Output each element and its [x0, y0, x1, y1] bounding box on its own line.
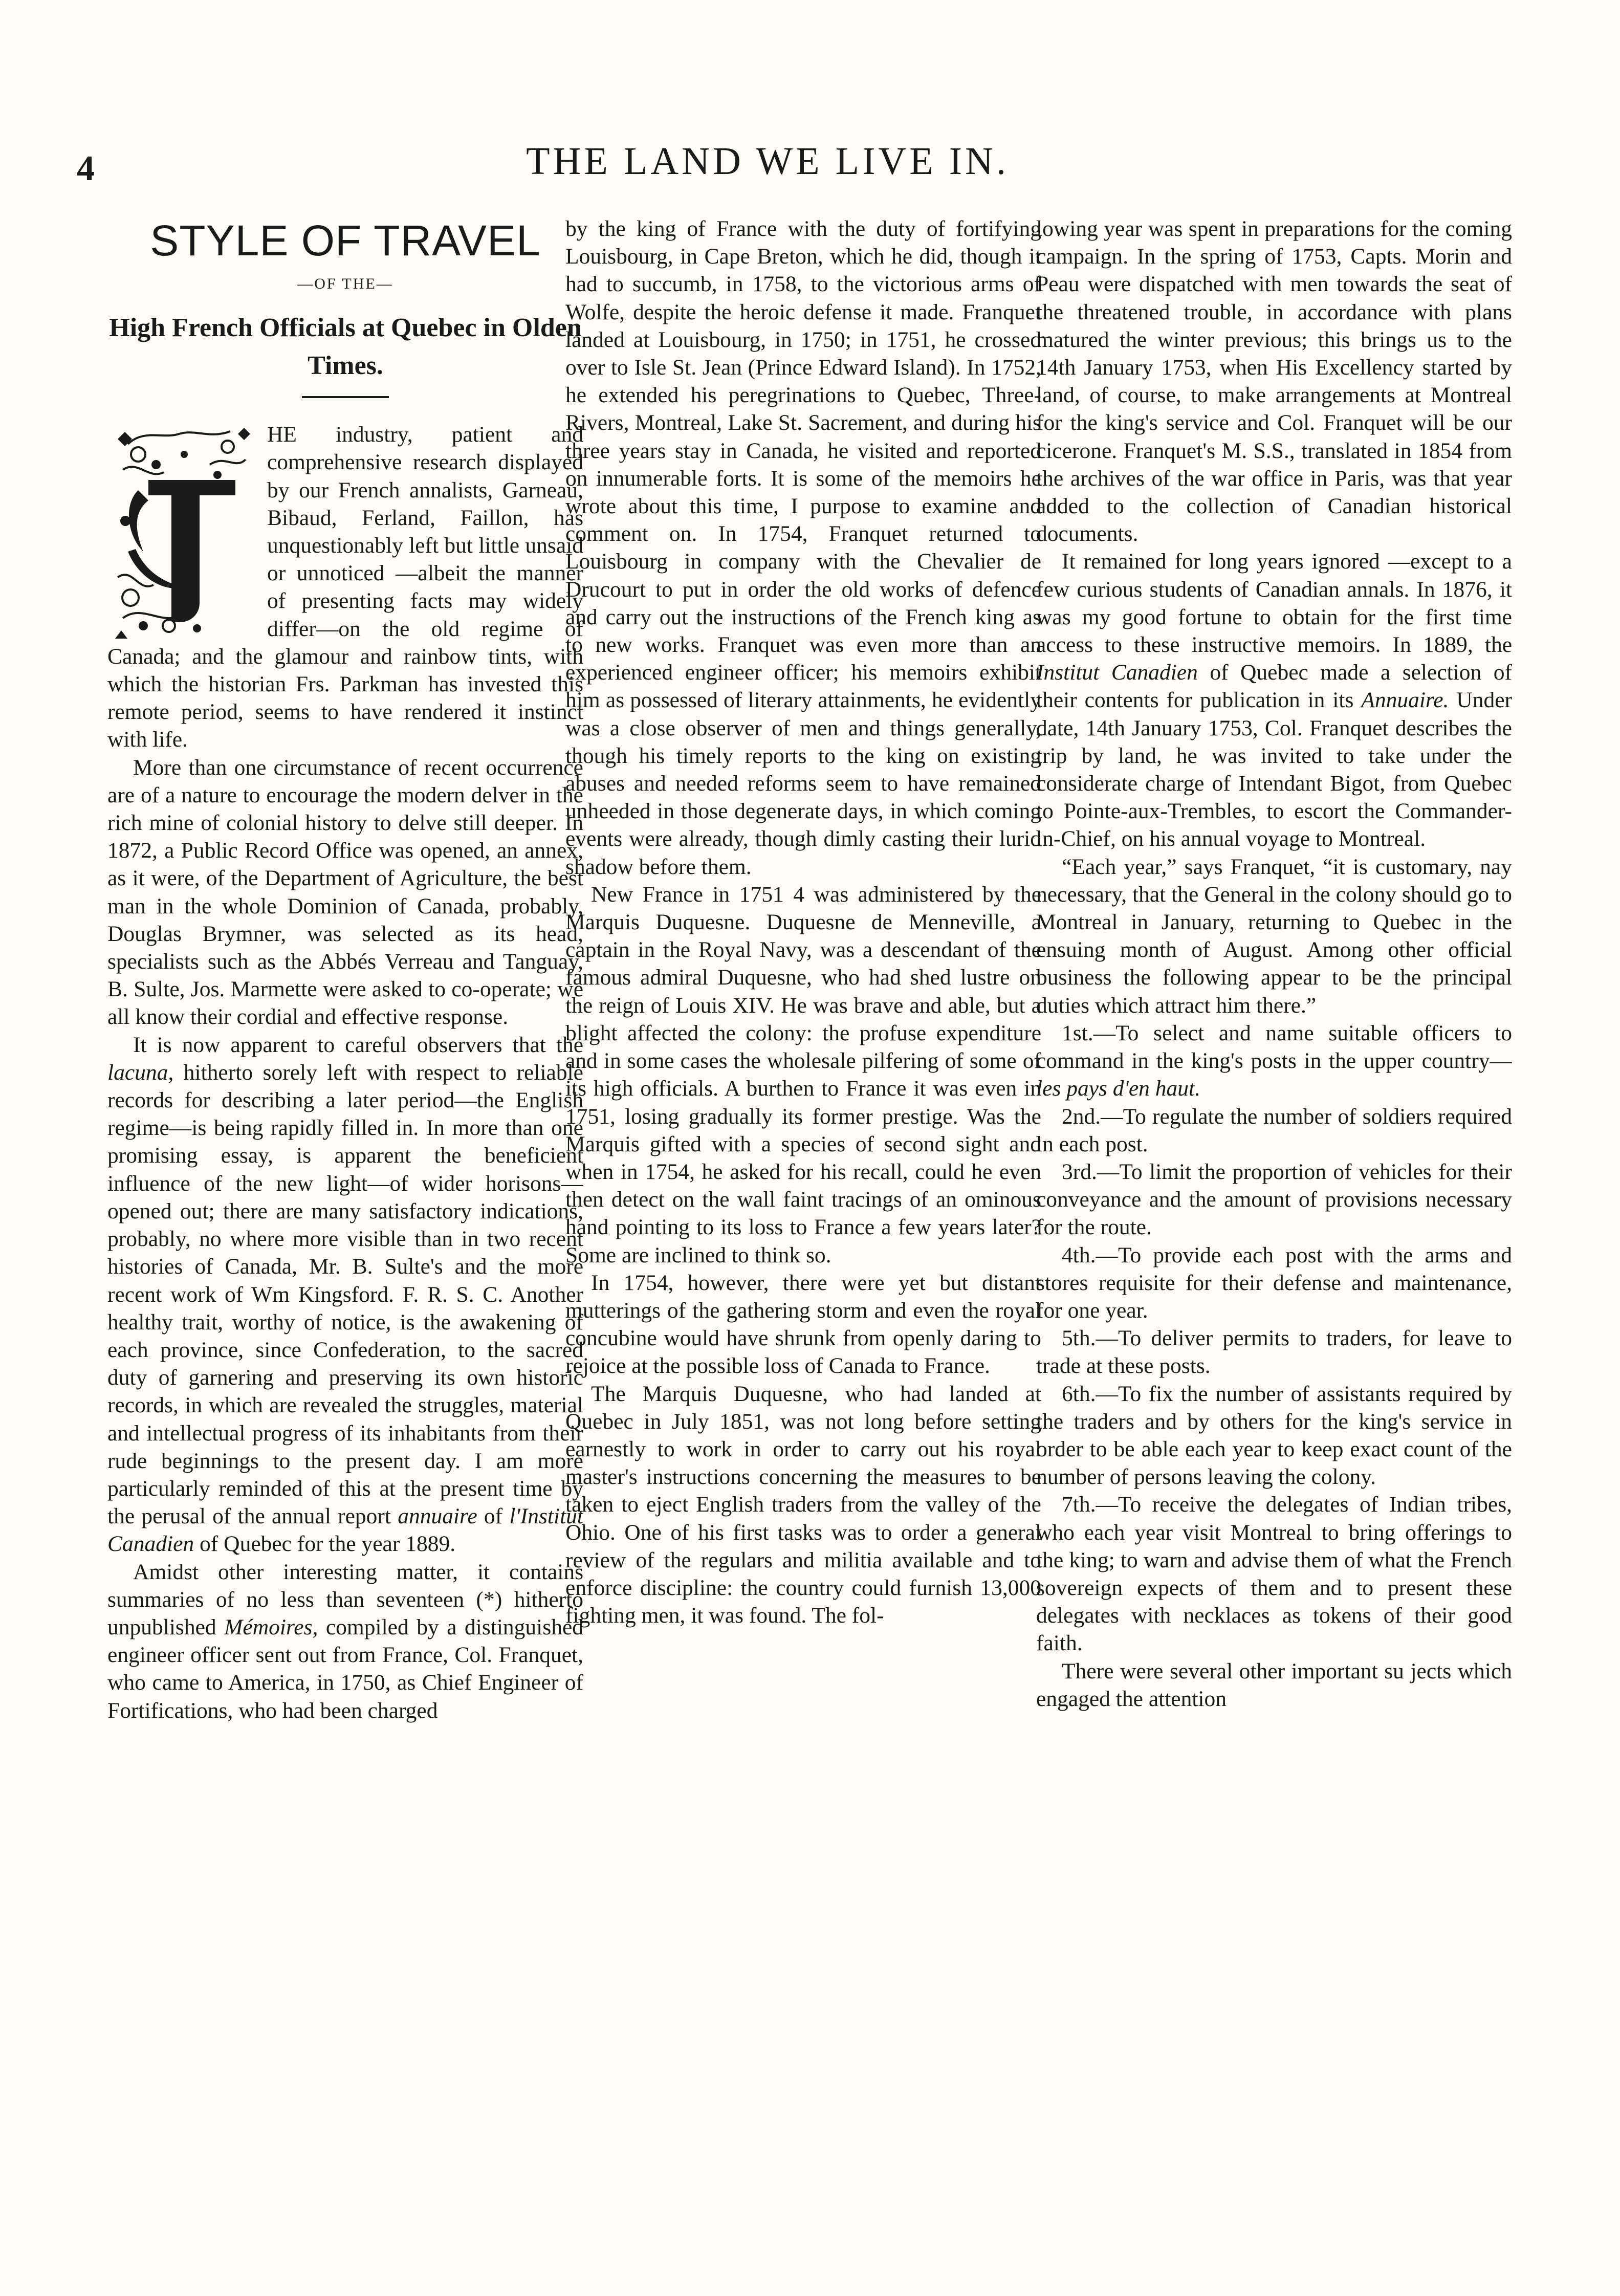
- list-item-5: 5th.—To deliver permits to traders, for leave to trade at these posts.: [1036, 1326, 1512, 1379]
- col1-paragraph-2: More than one circumstance of recent occurrence are of a nature to encourage the modern delver in the rich mine of colonial history to delve still deeper. In 1872, a Public Record Office was opened, an annex, as it were, of the Department of Agriculture, the best man in the whole Dominion of Canada, probably, Douglas Brymner, was selected as its head, specialists such as the Abbés Verreau and Tanguay, B. Sulte, Jos. Marmette were asked to co-operate; we all know their cordial and effective response.: [107, 755, 583, 1030]
- article-title: STYLE OF TRAVEL: [150, 216, 541, 265]
- italic-annuaire: Annuaire.: [1361, 688, 1449, 713]
- list-item-1: [1036, 1019, 1512, 1103]
- column-1: [107, 215, 583, 2251]
- text-run: of Quebec made a selection of their contents for publication in its: [1036, 660, 1512, 713]
- text-run: It is now apparent to careful observers that the: [133, 1032, 583, 1057]
- article-subtitle: High French Officials at Quebec in Olden Times.: [109, 313, 582, 381]
- ornamental-dropcap-icon: [107, 424, 256, 639]
- italic-institut: l'Institut Canadien: [107, 1504, 583, 1557]
- list-item-7: 7th.—To receive the delegates of Indian tribes, who each year visit Montreal to bring offerings to the king; to warn and advise them of what the French sovereign expects of them and to present these delegates with necklaces as tokens of their good faith.: [1036, 1492, 1512, 1656]
- column-2: [565, 215, 1041, 2251]
- text-run: It remained for long years ignored —except to a few curious students of Canadian annals. In 1876, it was my good fortune to obtain for the first time access to these instructive memoirs. In 1889, the: [1036, 549, 1512, 658]
- article-of-the: —OF THE—: [297, 275, 393, 292]
- col2-paragraph-2: New France in 1751 4 was administered by the Marquis Duquesne. Duquesne de Menneville, a captain in the Royal Navy, was a descendant of the famous admiral Duquesne, who had shed lustre on the reign of Louis XIV. He was brave and able, but a blight affected the colony: the profuse expenditure and in some cases the wholesale pilfering of some of its high officials. A burthen to France it was even in 1751, losing gradually its former prestige. Was the Marquis gifted with a species of second sight and when in 1754, he asked for his recall, could he even then detect on the wall faint tracings of an ominous hand pointing to its loss to France a few years later? Some are inclined to think so.: [565, 882, 1041, 1267]
- italic-pays-den-haut: les pays d'en haut.: [1036, 1076, 1201, 1101]
- text-run: hitherto sorely left with respect to reliable records for describing a later period—the English regime—is being rapidly filled in. In more than one promising essay, is apparent the beneficient influence of the new light—of wider horisons—opened out; there are many satisfactory indications, probably, no where more visible than in two recent histories of Canada, Mr. B. Sulte's and the more recent work of Wm Kingsford. F. R. S. C. Another healthy trait, worthy of notice, is the awakening of each province, since Confederation, to the sacred duty of garnering and preserving its own historic records, in which are revealed the struggles, material and intellectual progress of its inhabitants from their rude beginnings to the present day. I am more particularly reminded of this at the present time by the perusal of the annual report: [107, 1060, 583, 1529]
- col3-paragraph-4: There were several other important su jects which engaged the attention: [1036, 1658, 1512, 1711]
- list-item-6: 6th.—To fix the number of assistants required by the traders and by others for the king's service in order to be able each year to keep exact count of the number of persons leaving the colony.: [1036, 1381, 1512, 1490]
- col2-paragraph-3: In 1754, however, there were yet but distant mutterings of the gathering storm and even the royal concubine would have shrunk from openly daring to rejoice at the possible loss of Canada to France.: [565, 1270, 1041, 1379]
- text-run: 1st.—To select and name suitable officers to command in the king's posts in the upper country—: [1036, 1020, 1512, 1074]
- column-3: [1036, 215, 1512, 2251]
- text-run: Under date, 14th January 1753, Col. Franquet describes the trip by land, he was invited to take under the considerate charge of Intendant Bigot, from Quebec to Pointe-aux-Trembles, to escort the Commander-in-Chief, on his annual voyage to Montreal.: [1036, 688, 1512, 851]
- italic-lacuna: lacuna,: [107, 1060, 174, 1085]
- page-number: 4: [77, 149, 95, 188]
- list-item-3: 3rd.—To limit the proportion of vehicles for their conveyance and the amount of provisions necessary for the route.: [1036, 1159, 1512, 1240]
- col3-paragraph-3: “Each year,” says Franquet, “it is customary, nay necessary, that the General in the colony should go to Montreal in January, returning to Quebec in the ensuing month of August. Among other official business the following appear to be the principal duties which attract him there.”: [1036, 854, 1512, 1018]
- text-run: Amidst other interesting matter, it contains summaries of no less than seventeen (*) hitherto unpublished: [107, 1559, 583, 1639]
- text-run: of Quebec for the year 1889.: [194, 1532, 456, 1557]
- running-title: THE LAND WE LIVE IN.: [526, 140, 1009, 183]
- text-run: compiled by a distinguished engineer officer sent out from France, Col. Franquet, who came to America, in 1750, as Chief Engineer of Fortifications, who had been charged: [107, 1614, 583, 1723]
- col1-paragraph-1: HE industry, patient and comprehensive research displayed by our French annalists, Garneau, Bibaud, Ferland, Faillon, has unquestionably left but little unsaid or unnoticed —albeit the manner of presenting facts may widely differ—on the old regime of Canada; and the glamour and rainbow tints, with which the historian Frs. Parkman has invested this remote period, seems to have rendered it instinct with life.: [107, 422, 583, 752]
- col1-paragraph-3: [107, 1031, 583, 1558]
- col3-paragraph-1: lowing year was spent in preparations for the coming campaign. In the spring of 1753, Capts. Morin and Peau were dispatched with men towards the seat of the threatened trouble, in accordance with plans matured the winter previous; this brings us to the 14th January 1753, when His Excellency started by land, of course, to make arrangements at Montreal for the king's service and Col. Franquet will be our cicerone. Franquet's M. S.S., translated in 1854 from the archives of the war office in Paris, was that year added to the collection of Canadian historical documents.: [1036, 216, 1512, 546]
- list-item-2: 2nd.—To regulate the number of soldiers required in each post.: [1036, 1104, 1512, 1156]
- col3-paragraph-2: [1036, 548, 1512, 852]
- italic-annuaire: annuaire: [398, 1504, 477, 1529]
- list-item-4: 4th.—To provide each post with the arms and stores requisite for their defense and maintenance, for one year.: [1036, 1242, 1512, 1323]
- italic-institut: Institut Canadien: [1036, 660, 1198, 685]
- italic-memoires: Mémoires,: [224, 1614, 318, 1639]
- col2-paragraph-4: The Marquis Duquesne, who had landed at Quebec in July 1851, was not long before setting earnestly to work in order to carry out his royal master's instructions concerning the measures to be taken to eject English traders from the valley of the Ohio. One of his first tasks was to order a general review of the regulars and militia available and to enforce discipline: the country could furnish 13,000 fighting men, it was found. The fol-: [565, 1381, 1041, 1628]
- col2-paragraph-1: by the king of France with the duty of fortifying Louisbourg, in Cape Breton, which he did, though it had to succumb, in 1758, to the victorious arms of Wolfe, despite the heroic defense it made. Franquet landed at Louisbourg, in 1750; in 1751, he crossed over to Isle St. Jean (Prince Edward Island). In 1752, he extended his peregrinations to Quebec, Three-Rivers, Montreal, Lake St. Sacrement, and during his three years stay in Canada, he visited and reported on innumerable forts. It is some of the memoirs he wrote about this time, I purpose to examine and comment on. In 1754, Franquet returned to Louisbourg in company with the Chevalier de Drucourt to put in order the old works of defence and carry out the instructions of the French king as to new works. Franquet was even more than an experienced engineer officer; his memoirs exhibit him as possessed of literary attainments, he evidently was a close observer of men and things generally, though his timely reports to the king on existing abuses and needed reforms seem to have remained unheeded in those degenerate days, in which coming events were already, though dimly casting their lurid shadow before them.: [565, 216, 1041, 879]
- title-rule: [302, 396, 389, 398]
- text-run: of: [477, 1504, 510, 1529]
- col1-paragraph-4: [107, 1558, 583, 1724]
